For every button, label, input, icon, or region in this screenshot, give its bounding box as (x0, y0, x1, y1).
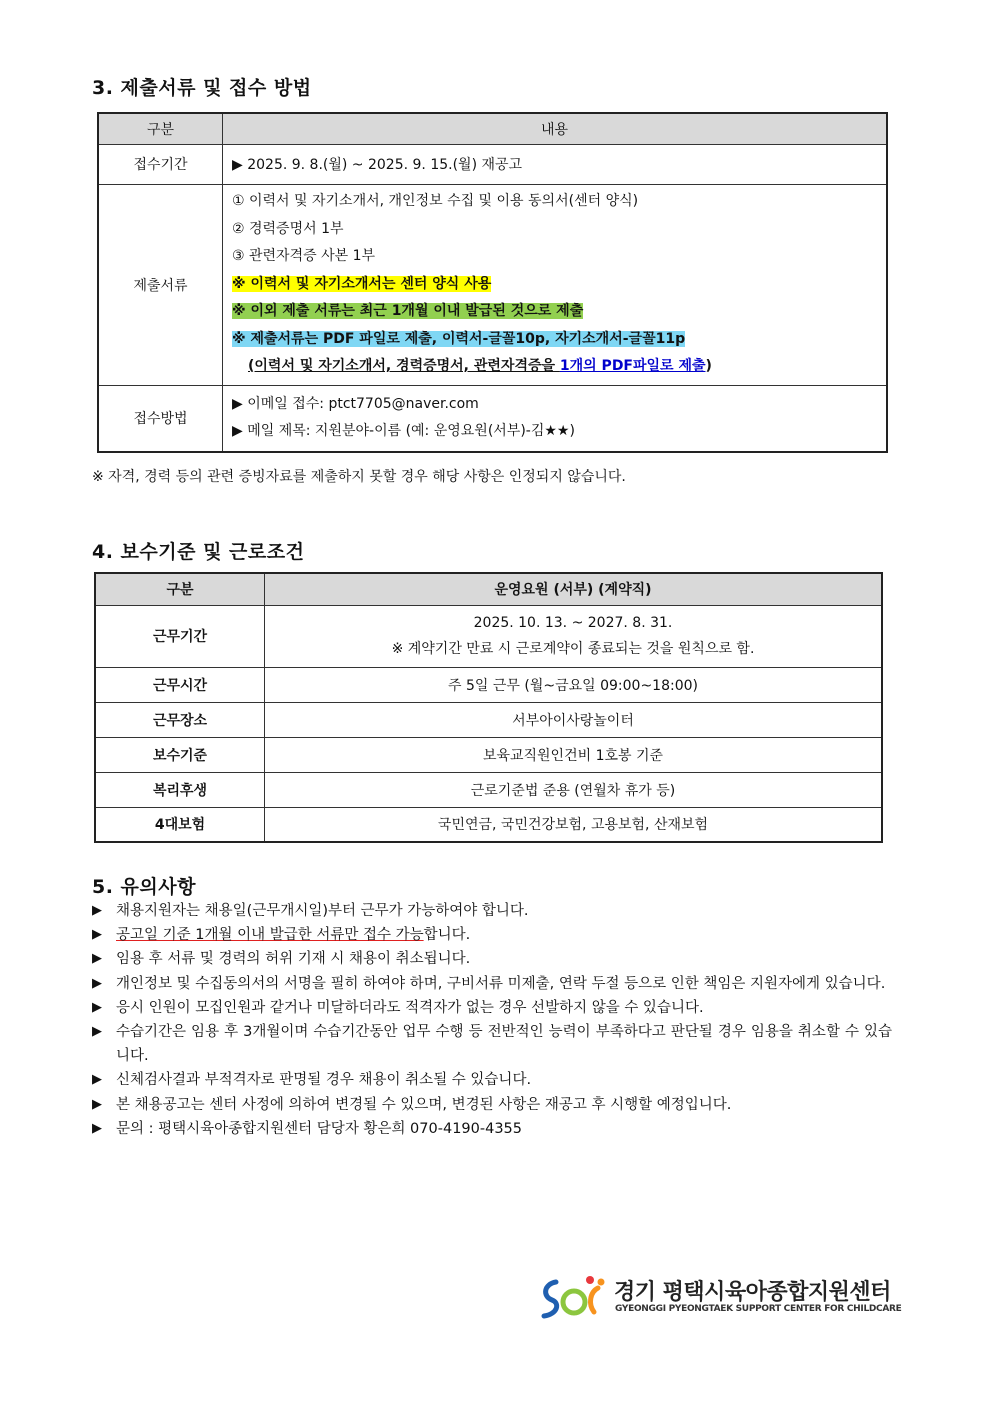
row-value: 근로기준법 준용 (연월차 휴가 등) (265, 772, 883, 807)
submission-table (97, 112, 888, 453)
list-item: ▶ 개인정보 및 수집동의서의 서명을 필히 하여야 하며, 구비서류 미제출, 연락 두절 등으로 인한 책임은 지원자에게 있습니다. (92, 972, 892, 996)
row-label: 근무장소 (95, 702, 265, 737)
row-value: 2025. 10. 13. ~ 2027. 8. 31. (473, 615, 673, 631)
section5-title: 5. 유의사항 (92, 876, 196, 898)
list-item: ▶ 공고일 기준 1개월 이내 발급한 서류만 접수 가능합니다. (92, 923, 892, 947)
bullet-icon: ▶ (92, 1024, 102, 1040)
bullet-icon: ▶ (92, 951, 102, 967)
list-item: ▶ 응시 인원이 모집인원과 같거나 미달하더라도 적격자가 없는 경우 선발하지 않을 수 있습니다. (92, 996, 892, 1020)
method-email: ▶ 이메일 접수: ptct7705@naver.com (232, 395, 479, 412)
table-header-category: 구분 (95, 573, 265, 605)
note-form-required: ※ 이력서 및 자기소개서는 센터 양식 사용 (232, 275, 492, 292)
bullet-icon: ▶ (92, 1072, 102, 1088)
logo-name: 경기 평택시육아종합지원센터 (614, 1280, 891, 1305)
note-single-pdf: (이력서 및 자기소개서, 경력증명서, 관련자격증을 1개의 PDF파일로 제출) (248, 358, 712, 375)
section3-title: 3. 제출서류 및 접수 방법 (92, 77, 312, 99)
table-row (95, 737, 882, 772)
table-header-category: 구분 (98, 113, 223, 144)
document-item: ② 경력증명서 1부 (232, 220, 344, 237)
notice-list (92, 899, 892, 1141)
method-label: 접수방법 (98, 385, 223, 452)
center-logo (538, 1272, 902, 1322)
document-item: ③ 관련자격증 사본 1부 (232, 248, 376, 265)
row-label: 근무시간 (95, 667, 265, 702)
list-item: ▶ 문의 : 평택시육아종합지원센터 담당자 황은희 070-4190-4355 (92, 1117, 892, 1141)
underlined-text: 공고일 기준 1개월 이내 발급한 서류만 접수 가능 (116, 927, 424, 944)
table-row (95, 807, 882, 842)
list-item: ▶ 수습기간은 임용 후 3개월이며 수습기간동안 업무 수행 등 전반적인 능력이 부족하다고 판단될 경우 임용을 취소할 수 있습니다. (92, 1020, 892, 1068)
logo-mark-icon (538, 1272, 610, 1322)
bullet-icon: ▶ (92, 927, 102, 943)
logo-subtitle: GYEONGGI PYEONGTAEK SUPPORT CENTER FOR CHILDCARE (615, 1304, 902, 1314)
bullet-icon: ▶ (92, 1096, 102, 1112)
row-label: 보수기준 (95, 737, 265, 772)
list-item: ▶ 본 채용공고는 센터 사정에 의하여 변경될 수 있으며, 변경된 사항은 재공고 후 시행할 예정입니다. (92, 1093, 892, 1117)
table-row (95, 772, 882, 807)
single-pdf-emphasis: 1개의 PDF파일로 제출 (559, 358, 706, 375)
conditions-table (94, 572, 883, 843)
row-value: 보육교직원인건비 1호봉 기준 (265, 737, 883, 772)
documents-label: 제출서류 (98, 184, 223, 385)
bullet-icon: ▶ (92, 1120, 102, 1136)
table-row (95, 667, 882, 702)
period-label: 접수기간 (98, 144, 223, 184)
method-content (223, 385, 888, 452)
table-row (95, 605, 882, 667)
list-item: ▶ 채용지원자는 채용일(근무개시일)부터 근무가 가능하여야 합니다. (92, 899, 892, 923)
row-value: 주 5일 근무 (월~금요일 09:00~18:00) (265, 667, 883, 702)
table-header-content: 내용 (223, 113, 888, 144)
list-item: ▶ 신체검사결과 부적격자로 판명될 경우 채용이 취소될 수 있습니다. (92, 1068, 892, 1092)
section4-title: 4. 보수기준 및 근로조건 (92, 541, 305, 563)
row-value: 국민연금, 국민건강보험, 고용보험, 산재보험 (265, 807, 883, 842)
note-pdf-format: ※ 제출서류는 PDF 파일로 제출, 이력서-글꼴10p, 자기소개서-글꼴11p (232, 330, 686, 347)
period-value: ▶ 2025. 9. 8.(월) ~ 2025. 9. 15.(월) 재공고 (223, 144, 888, 184)
method-subject: ▶ 메일 제목: 지원분야-이름 (예: 운영요원(서부)-김★★) (232, 423, 575, 440)
table-row (95, 702, 882, 737)
documents-content (223, 184, 888, 385)
bullet-icon: ▶ (92, 975, 102, 991)
row-label: 4대보험 (95, 807, 265, 842)
document-item: ① 이력서 및 자기소개서, 개인정보 수집 및 이용 동의서(센터 양식) (232, 193, 639, 210)
bullet-icon: ▶ (92, 999, 102, 1015)
section3-footnote: ※ 자격, 경력 등의 관련 증빙자료를 제출하지 못할 경우 해당 사항은 인정되지 않습니다. (92, 469, 626, 485)
row-label: 복리후생 (95, 772, 265, 807)
row-subnote: ※ 계약기간 만료 시 근로계약이 종료되는 것을 원칙으로 함. (391, 641, 755, 657)
row-label: 근무기간 (95, 605, 265, 667)
table-header-position: 운영요원 (서부) (계약직) (265, 573, 883, 605)
bullet-icon: ▶ (92, 903, 102, 918)
list-item: ▶ 임용 후 서류 및 경력의 허위 기재 시 채용이 취소됩니다. (92, 947, 892, 971)
row-value: 서부아이사랑놀이터 (265, 702, 883, 737)
note-recent-docs: ※ 이외 제출 서류는 최근 1개월 이내 발급된 것으로 제출 (232, 303, 584, 320)
